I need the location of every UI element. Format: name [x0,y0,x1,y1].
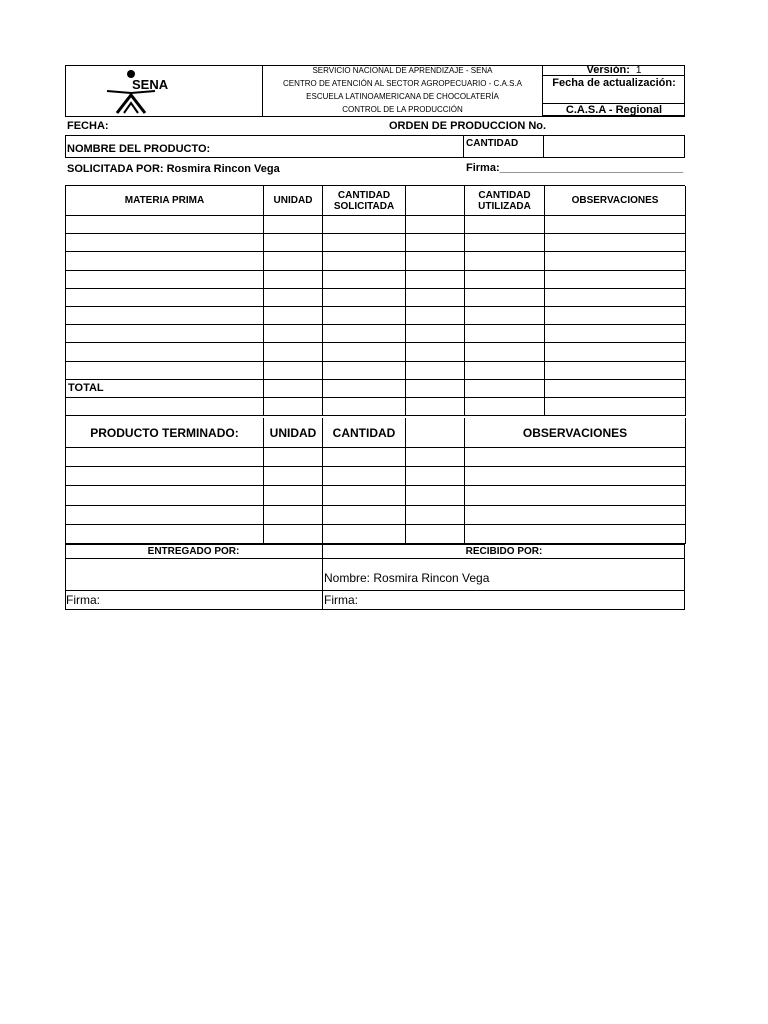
version-value: 1 [635,64,642,76]
mp-cell[interactable] [465,380,545,398]
mp-cell[interactable] [545,216,686,234]
logo-text: SENA [132,77,169,92]
pt-cell[interactable] [465,506,686,525]
mp-cell[interactable] [323,234,406,252]
pt-header-0: PRODUCTO TERMINADO: [66,418,264,448]
mp-cell[interactable] [406,216,465,234]
mp-cell[interactable] [264,289,323,307]
mp-cell[interactable] [465,325,545,343]
institution-line-1: SERVICIO NACIONAL DE APRENDIZAJE - SENA [312,66,493,75]
mp-cell[interactable] [406,398,465,416]
mp-cell[interactable] [465,343,545,361]
solicitada-por-label: SOLICITADA POR: Rosmira Rincon Vega [67,162,280,175]
pt-header-2: CANTIDAD [323,418,406,448]
mp-cell[interactable] [465,289,545,307]
mp-cell[interactable] [406,289,465,307]
mp-cell[interactable] [264,234,323,252]
entregado-space[interactable] [65,559,323,591]
mp-cell[interactable] [323,325,406,343]
mp-cell[interactable] [264,362,323,380]
mp-cell[interactable] [264,398,323,416]
mp-cell[interactable] [264,380,323,398]
pt-cell[interactable] [465,525,686,544]
cantidad-input[interactable] [544,135,685,158]
pt-cell[interactable] [406,486,465,505]
pt-cell[interactable] [465,467,686,486]
mp-cell[interactable] [465,307,545,325]
mp-cell[interactable] [545,325,686,343]
pt-header-4: OBSERVACIONES [465,418,686,448]
mp-cell[interactable] [264,252,323,270]
pt-cell[interactable] [264,506,323,525]
mp-cell[interactable] [66,234,264,252]
orden-produccion-label: ORDEN DE PRODUCCION No. [389,120,547,132]
mp-cell[interactable] [66,307,264,325]
mp-cell[interactable] [406,380,465,398]
pt-cell[interactable] [323,486,406,505]
pt-cell[interactable] [66,525,264,544]
mp-cell[interactable] [406,343,465,361]
mp-header-5: OBSERVACIONES [545,186,686,216]
mp-cell[interactable] [545,380,686,398]
mp-cell[interactable] [545,307,686,325]
regional-cell [543,103,685,116]
mp-cell[interactable] [465,362,545,380]
firma-solicitud-line: Firma:______________________________ [466,162,684,174]
mp-cell[interactable] [545,398,686,416]
mp-cell[interactable] [323,343,406,361]
mp-cell[interactable] [545,289,686,307]
pt-cell[interactable] [264,448,323,467]
mp-cell[interactable] [406,271,465,289]
mp-cell[interactable] [323,216,406,234]
version-label: Versión: [586,63,630,76]
pt-cell[interactable] [264,486,323,505]
pt-cell[interactable] [406,467,465,486]
mp-cell[interactable] [406,252,465,270]
pt-header-3 [406,418,465,448]
mp-cell[interactable] [545,234,686,252]
mp-cell[interactable] [465,216,545,234]
nombre-producto-label: NOMBRE DEL PRODUCTO: [67,142,211,155]
recibido-nombre: Nombre: Rosmira Rincon Vega [323,559,685,591]
mp-cell[interactable] [66,271,264,289]
cantidad-label: CANTIDAD [466,138,519,149]
mp-cell[interactable] [323,362,406,380]
mp-header-4: CANTIDAD UTILIZADA [465,186,545,216]
pt-cell[interactable] [323,506,406,525]
pt-cell[interactable] [465,448,686,467]
mp-cell[interactable] [323,307,406,325]
pt-cell[interactable] [264,467,323,486]
mp-cell[interactable] [264,343,323,361]
mp-cell[interactable] [465,252,545,270]
recibido-por-label: RECIBIDO POR: [323,544,685,559]
mp-cell[interactable] [465,398,545,416]
version-cell [543,65,685,76]
mp-cell[interactable] [545,271,686,289]
mp-cell[interactable] [264,271,323,289]
mp-cell[interactable] [264,325,323,343]
pt-cell[interactable] [323,448,406,467]
institution-line-4: CONTROL DE LA PRODUCCIÓN [342,104,463,114]
institution-line-3: ESCUELA LATINOAMERICANA DE CHOCOLATERÍA [306,91,499,101]
materia-prima-table [65,185,685,418]
pt-cell[interactable] [323,467,406,486]
entregado-por-label: ENTREGADO POR: [65,544,323,559]
mp-cell[interactable] [406,325,465,343]
mp-cell[interactable] [66,325,264,343]
mp-cell[interactable] [323,398,406,416]
fecha-actualizacion-cell [543,76,685,90]
pt-cell[interactable] [323,525,406,544]
logo-cell [65,65,263,117]
cantidad-label-cell [463,135,544,158]
mp-cell[interactable] [66,362,264,380]
mp-cell[interactable] [323,289,406,307]
mp-cell[interactable] [66,216,264,234]
mp-header-0: MATERIA PRIMA [66,186,264,216]
mp-cell[interactable] [66,398,264,416]
firma-recibido: Firma: [324,593,358,607]
mp-cell[interactable] [465,234,545,252]
mp-cell[interactable] [323,380,406,398]
mp-cell[interactable] [545,362,686,380]
pt-cell[interactable] [66,467,264,486]
pt-cell[interactable] [406,506,465,525]
regional-label: C.A.S.A - Regional [565,103,663,116]
pt-cell[interactable] [66,506,264,525]
mp-cell[interactable] [323,271,406,289]
pt-cell[interactable] [406,525,465,544]
institution-line-2: CENTRO DE ATENCIÓN AL SECTOR AGROPECUARIO - C.A.S.A [282,78,522,88]
pt-cell[interactable] [465,486,686,505]
mp-cell[interactable] [406,234,465,252]
sena-logo-icon [65,65,263,117]
mp-header-2: CANTIDAD SOLICITADA [323,186,406,216]
mp-header-3 [406,186,465,216]
pt-header-1: UNIDAD [264,418,323,448]
mp-cell[interactable] [465,271,545,289]
mp-cell[interactable] [545,252,686,270]
mp-header-1: UNIDAD [264,186,323,216]
fecha-label: FECHA: [67,120,109,132]
pt-cell[interactable] [66,486,264,505]
mp-cell[interactable] [406,362,465,380]
mp-cell[interactable] [66,252,264,270]
mp-cell[interactable] [406,307,465,325]
pt-cell[interactable] [66,448,264,467]
mp-cell[interactable] [323,252,406,270]
firma-entregado: Firma: [65,591,323,610]
producto-terminado-table [65,418,685,544]
mp-cell[interactable] [66,343,264,361]
pt-cell[interactable] [264,525,323,544]
mp-cell[interactable] [264,216,323,234]
mp-cell[interactable] [264,307,323,325]
total-label: TOTAL [66,380,264,398]
fecha-actualizacion-label: Fecha de actualización: [552,77,676,89]
mp-cell[interactable] [545,343,686,361]
institution-cell [263,65,543,117]
pt-cell[interactable] [406,448,465,467]
mp-cell[interactable] [66,289,264,307]
